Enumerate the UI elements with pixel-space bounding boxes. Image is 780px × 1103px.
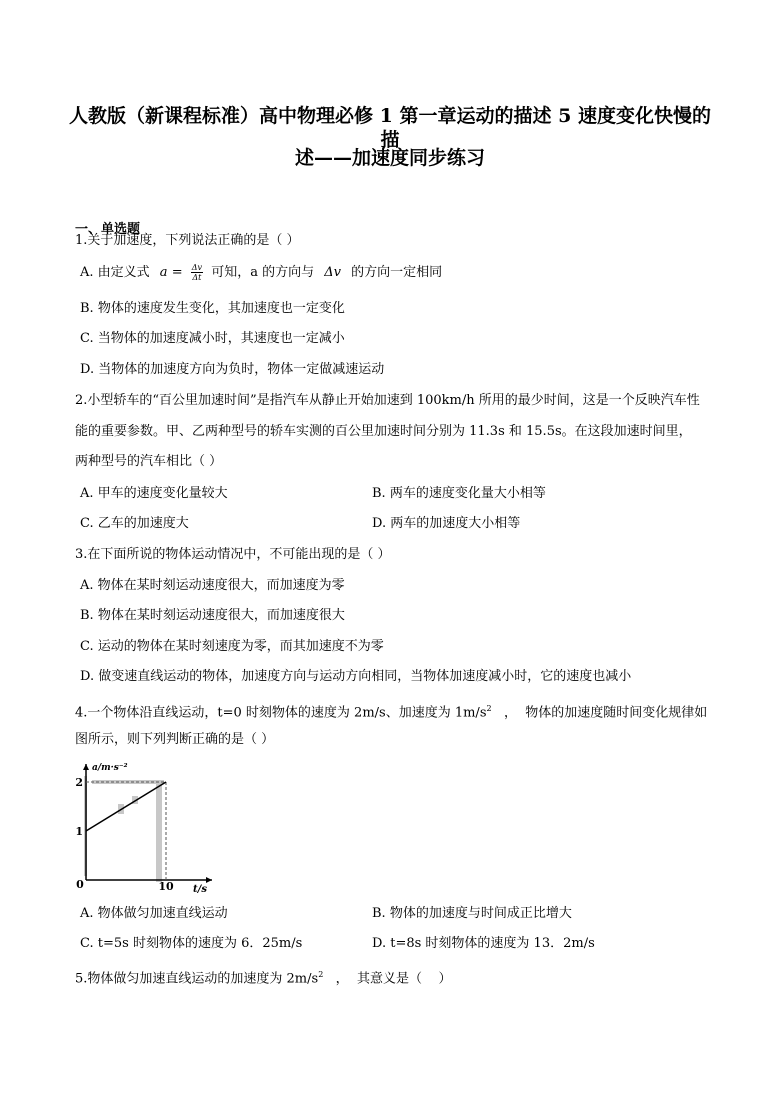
q2-option-d: D. 两车的加速度大小相等: [372, 516, 521, 531]
series-line: [86, 782, 166, 831]
q4-stem-line1: 4.一个物体沿直线运动，t=0 时刻物体的速度为 2m/s、加速度为 $1m/s^2$ ， 物体的加速度随时间变化规律如: [75, 704, 708, 721]
q1-option-b: B. 物体的速度发生变化，其加速度也一定变化: [80, 301, 345, 316]
fraction: $\frac{\Delta v}{\Delta t}$: [191, 263, 203, 282]
q1-option-c: C. 当物体的加速度减小时，其速度也一定减小: [80, 331, 345, 346]
q3-option-d: D. 做变速直线运动的物体，加速度方向与运动方向相同，当物体加速度减小时，它的速度也减小: [80, 669, 632, 684]
q5-stem: 5.物体做匀加速直线运动的加速度为 $2m/s^2$ ， 其意义是（ ）: [75, 970, 452, 987]
chart-background-artefacts: [84, 776, 164, 882]
q4-option-a: A. 物体做匀加速直线运动: [80, 906, 228, 921]
q2-option-a: A. 甲车的速度变化量较大: [80, 486, 228, 501]
x-tick-label-0: 0: [76, 878, 84, 891]
q3-option-b: B. 物体在某时刻运动速度很大，而加速度很大: [80, 608, 345, 623]
q4-option-b: B. 物体的加速度与时间成正比增大: [372, 906, 572, 921]
y-tick-label-1: 1: [75, 825, 83, 838]
q4-option-d: D. t=8s 时刻物体的速度为 13．2m/s: [372, 936, 595, 951]
q2-stem-line3: 两种型号的汽车相比（ ）: [75, 454, 223, 469]
q2-option-b: B. 两车的速度变化量大小相等: [372, 486, 546, 501]
x-axis-arrow: [206, 877, 212, 883]
q3-stem: 3.在下面所说的物体运动情况中，不可能出现的是（ ）: [75, 547, 391, 562]
doc-title-line2: 述——加速度同步练习: [294, 147, 485, 169]
y-axis-label: a/m·s⁻²: [92, 763, 128, 773]
x-axis-label: t/s: [193, 884, 207, 894]
q3-option-a: A. 物体在某时刻运动速度很大，而加速度为零: [80, 578, 345, 593]
q3-option-c: C. 运动的物体在某时刻速度为零，而其加速度不为零: [80, 639, 384, 654]
q2-stem-line2: 能的重要参数。甲、乙两种型号的轿车实测的百公里加速时间分别为 11.3s 和 15.5s。在这段加速时间里，: [75, 424, 692, 439]
x-tick-label-10: 10: [158, 880, 174, 893]
q4-stem-line2: 图所示，则下列判断正确的是（ ）: [75, 732, 275, 747]
q2-option-c: C. 乙车的加速度大: [80, 516, 189, 531]
q4-option-c: C. t=5s 时刻物体的速度为 6．25m/s: [80, 936, 303, 951]
scan-artefact: [156, 780, 162, 882]
q1-option-a: A. 由定义式 a = $\frac{\Delta v}{\Delta t}$ 可知，a 的方向与 Δv 的方向一定相同: [80, 263, 443, 282]
q2-stem-line1: 2.小型轿车的“百公里加速时间”是指汽车从静止开始加速到 100km/h 所用的最少时间，这是一个反映汽车性: [75, 393, 700, 408]
q1-stem: 1.关于加速度，下列说法正确的是（ ）: [75, 233, 300, 248]
acceleration-time-chart: [72, 758, 220, 894]
y-tick-label-2: 2: [75, 776, 83, 789]
q1-option-d: D. 当物体的加速度方向为负时，物体一定做减速运动: [80, 362, 385, 377]
section-heading: 一、单选题: [75, 222, 141, 237]
doc-title-line1: 人教版（新课程标准）高中物理必修 1 第一章运动的描述 5 速度变化快慢的描: [69, 105, 711, 151]
y-axis-arrow: [83, 764, 89, 770]
